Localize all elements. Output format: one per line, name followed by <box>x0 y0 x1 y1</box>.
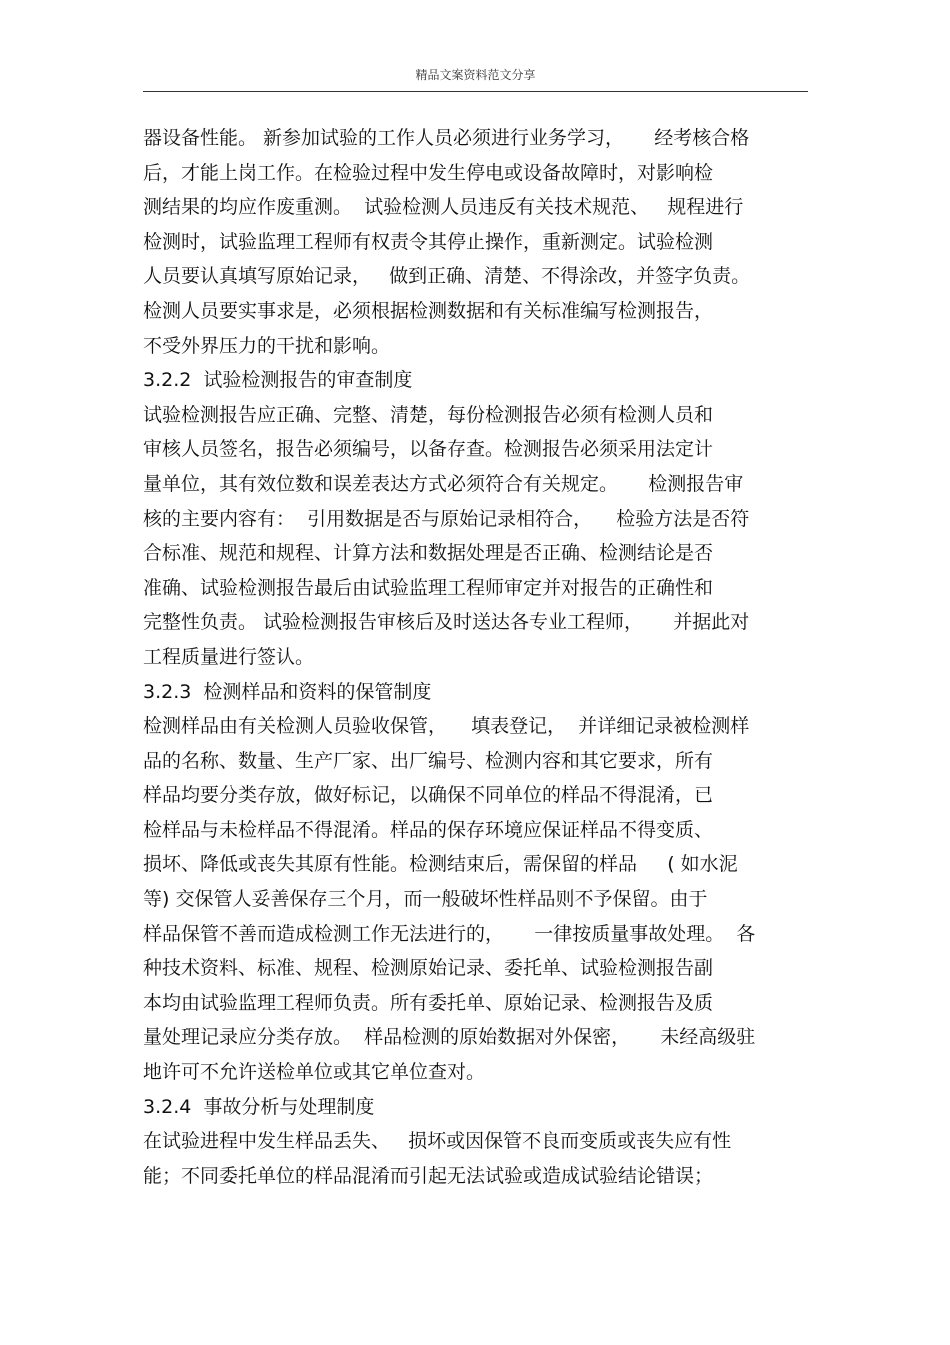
body-text-line: 3.2.4 事故分析与处理制度 <box>143 1095 375 1118</box>
body-text-line: 3.2.2 试验检测报告的审查制度 <box>143 369 413 392</box>
body-text-line: 完整性负责。 试验检测报告审核后及时送达各专业工程师， 并据此对 <box>143 611 750 634</box>
body-text-line: 等) 交保管人妥善保存三个月，而一般破坏性样品则不予保留。由于 <box>143 888 708 911</box>
body-text-line: 工程质量进行签认。 <box>143 645 315 668</box>
body-text-line: 损坏、降低或丧失其原有性能。检测结束后，需保留的样品 ( 如水泥 <box>143 853 738 876</box>
body-text-line: 量处理记录应分类存放。 样品检测的原始数据对外保密， 未经高级驻 <box>143 1026 756 1049</box>
body-text-line: 后，才能上岗工作。在检验过程中发生停电或设备故障时，对影响检 <box>143 161 714 184</box>
body-text-line: 检测人员要实事求是，必须根据检测数据和有关标准编写检测报告， <box>143 299 714 322</box>
body-text-line: 核的主要内容有： 引用数据是否与原始记录相符合， 检验方法是否符 <box>143 507 750 530</box>
body-text-line: 种技术资料、标准、规程、检测原始记录、委托单、试验检测报告副 <box>143 957 714 980</box>
body-text-line: 检测样品由有关检测人员验收保管， 填表登记， 并详细记录被检测样 <box>143 715 750 738</box>
body-text-line: 量单位，其有效位数和误差表达方式必须符合有关规定。 检测报告审 <box>143 472 744 495</box>
body-text-line: 样品均要分类存放，做好标记，以确保不同单位的样品不得混淆，已 <box>143 784 714 807</box>
body-text-line: 地许可不允许送检单位或其它单位查对。 <box>143 1061 486 1084</box>
body-text-line: 合标准、规范和规程、计算方法和数据处理是否正确、检测结论是否 <box>143 542 714 565</box>
header-divider <box>143 91 808 92</box>
body-text-line: 审核人员签名，报告必须编号，以备存查。检测报告必须采用法定计 <box>143 438 714 461</box>
body-text-line: 本均由试验监理工程师负责。所有委托单、原始记录、检测报告及质 <box>143 991 714 1014</box>
document-body <box>143 121 808 1193</box>
body-text-line: 准确、试验检测报告最后由试验监理工程师审定并对报告的正确性和 <box>143 576 714 599</box>
page-header: 精品文案资料范文分享 <box>415 68 536 82</box>
body-text-line: 器设备性能。 新参加试验的工作人员必须进行业务学习， 经考核合格 <box>143 127 750 149</box>
body-text-line: 3.2.3 检测样品和资料的保管制度 <box>143 680 432 703</box>
body-text-line: 品的名称、数量、生产厂家、出厂编号、检测内容和其它要求，所有 <box>143 749 714 772</box>
body-text-line: 不受外界压力的干扰和影响。 <box>143 334 391 357</box>
body-text-line: 试验检测报告应正确、完整、清楚，每份检测报告必须有检测人员和 <box>143 403 714 426</box>
body-text-line: 测结果的均应作废重测。 试验检测人员违反有关技术规范、 规程进行 <box>143 196 744 219</box>
body-text-line: 检测时，试验监理工程师有权责令其停止操作，重新测定。试验检测 <box>143 230 714 253</box>
body-text-line: 样品保管不善而造成检测工作无法进行的， 一律按质量事故处理。 各 <box>143 922 756 945</box>
body-text-line: 在试验进程中发生样品丢失、 损坏或因保管不良而变质或丧失应有性 <box>143 1130 732 1153</box>
body-text-line: 检样品与未检样品不得混淆。样品的保存环境应保证样品不得变质、 <box>143 818 714 841</box>
body-text-line: 人员要认真填写原始记录， 做到正确、清楚、不得涂改，并签字负责。 <box>143 265 751 288</box>
body-text-line: 能；不同委托单位的样品混淆而引起无法试验或造成试验结论错误； <box>143 1164 714 1187</box>
